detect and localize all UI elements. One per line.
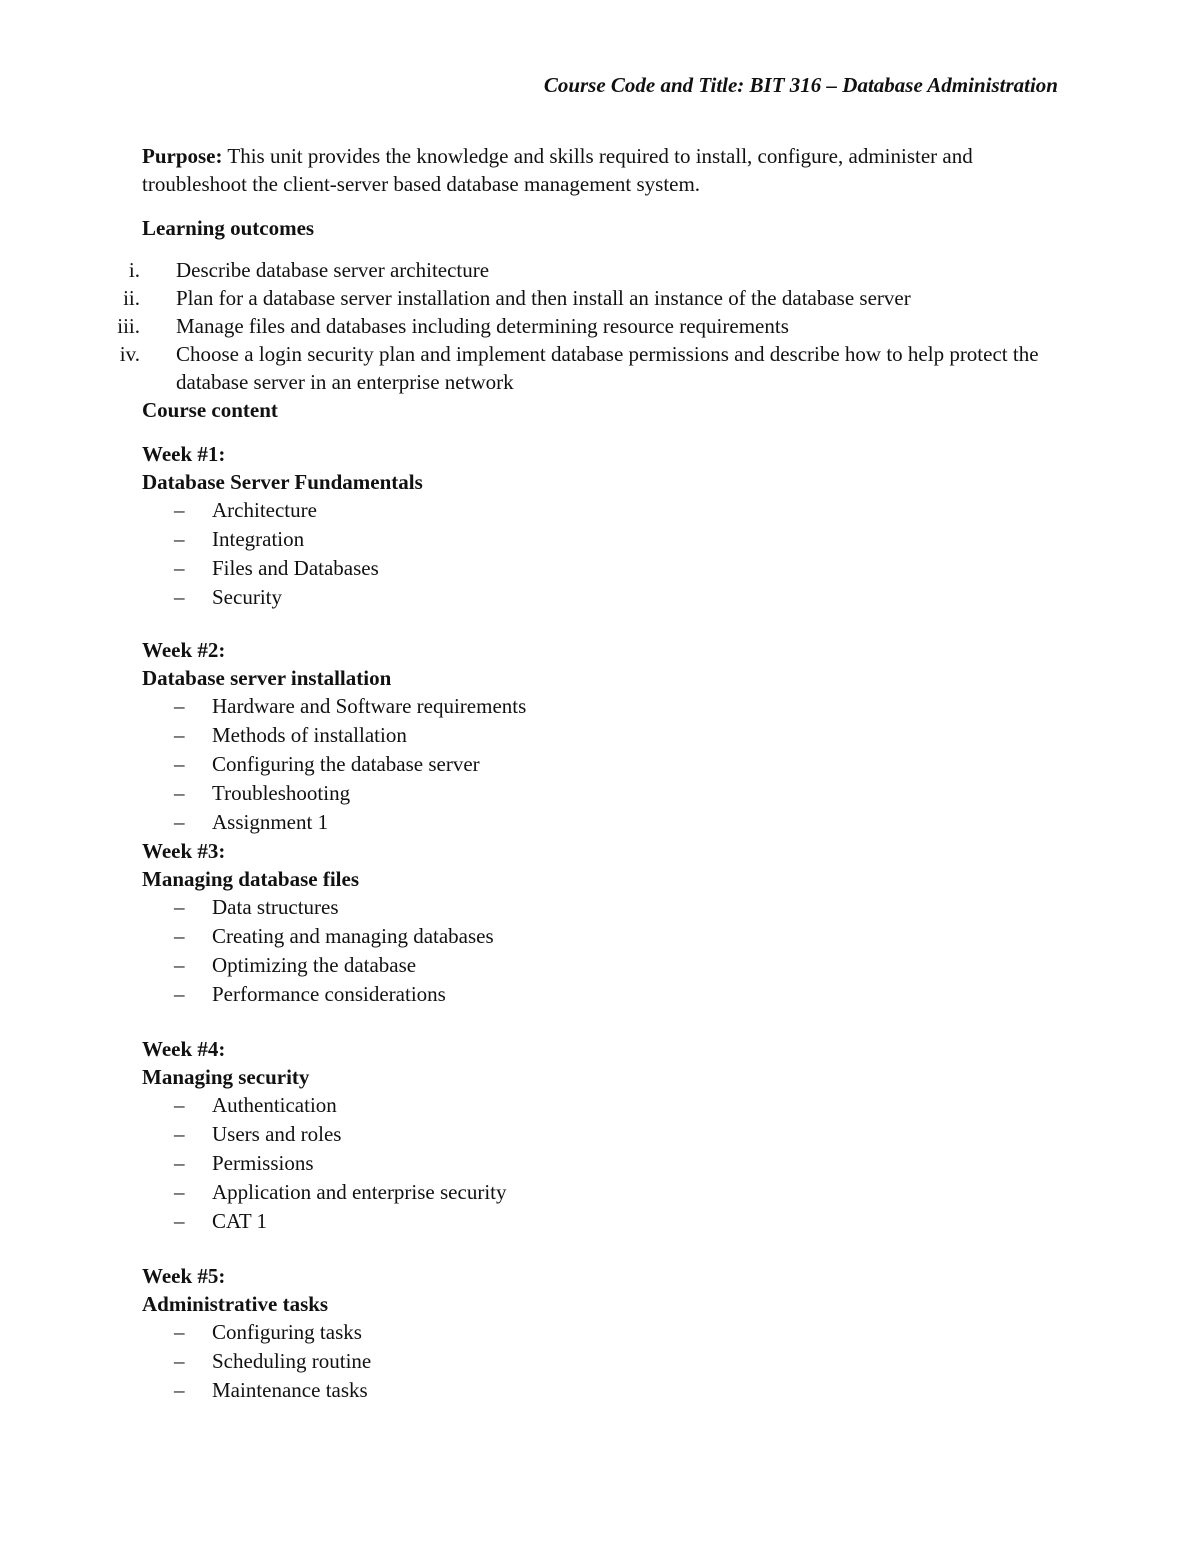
outcome-item — [128, 256, 1062, 284]
outcome-marker: i. — [128, 258, 140, 282]
week-5-title: Administrative tasks — [142, 1292, 329, 1316]
topic-item — [142, 1178, 1062, 1207]
topic-text: Application and enterprise security — [212, 1180, 507, 1204]
week-2-title: Database server installation — [142, 666, 392, 690]
topic-text: Assignment 1 — [212, 810, 329, 834]
dash-bullet: – — [174, 810, 185, 834]
outcome-marker: iv. — [119, 342, 140, 366]
outcome-text: Manage files and databases including determining resource requirements — [176, 314, 789, 338]
topic-text: Creating and managing databases — [212, 924, 494, 948]
dash-bullet: – — [174, 1093, 185, 1117]
topic-item — [142, 750, 1062, 779]
dash-bullet: – — [174, 694, 185, 718]
topic-text: Authentication — [212, 1093, 337, 1117]
topic-item — [142, 1091, 1062, 1120]
dash-bullet: – — [174, 1180, 185, 1204]
topic-text: Users and roles — [212, 1122, 342, 1146]
week-3-title: Managing database files — [142, 867, 360, 891]
topic-text: CAT 1 — [212, 1209, 268, 1233]
topic-text: Performance considerations — [212, 982, 446, 1006]
week-5-label: Week #5: — [142, 1264, 226, 1288]
outcome-marker: iii. — [117, 314, 140, 338]
dash-bullet: – — [174, 1378, 185, 1402]
topic-text: Configuring the database server — [212, 752, 480, 776]
topic-text: Maintenance tasks — [212, 1378, 368, 1402]
dash-bullet: – — [174, 723, 185, 747]
week-1-label: Week #1: — [142, 442, 226, 466]
topic-item — [142, 692, 1062, 721]
topic-text: Methods of installation — [212, 723, 407, 747]
topic-text: Troubleshooting — [212, 781, 351, 805]
week-4-label: Week #4: — [142, 1037, 226, 1061]
week-1-title: Database Server Fundamentals — [142, 470, 423, 494]
topic-text: Integration — [212, 527, 305, 551]
dash-bullet: – — [174, 527, 185, 551]
topic-text: Scheduling routine — [212, 1349, 372, 1373]
purpose-text: This unit provides the knowledge and skills required to install, configure, administer and troubleshoot the client-server based database management system. — [142, 144, 973, 196]
outcome-text: Describe database server architecture — [176, 258, 490, 282]
dash-bullet: – — [174, 752, 185, 776]
document-body — [117, 142, 1062, 1405]
course-title-header: Course Code and Title: BIT 316 – Database Administration — [543, 73, 1058, 97]
week-4-title: Managing security — [142, 1065, 310, 1089]
topic-item — [142, 1318, 1062, 1347]
learning-outcomes-heading: Learning outcomes — [142, 216, 315, 240]
purpose-label: Purpose: — [142, 144, 223, 168]
topic-text: Security — [212, 585, 282, 609]
topic-text: Hardware and Software requirements — [212, 694, 527, 718]
dash-bullet: – — [174, 895, 185, 919]
topic-item — [142, 525, 1062, 554]
topic-item — [142, 583, 1062, 612]
topic-item — [142, 554, 1062, 583]
topic-text: Architecture — [212, 498, 317, 522]
week-1-topics — [142, 496, 1062, 612]
week-2-topics — [142, 692, 1062, 837]
dash-bullet: – — [174, 1320, 185, 1344]
topic-item — [142, 980, 1062, 1009]
topic-text: Optimizing the database — [212, 953, 417, 977]
outcome-item — [119, 340, 1062, 396]
topic-item — [142, 779, 1062, 808]
dash-bullet: – — [174, 1349, 185, 1373]
dash-bullet: – — [174, 953, 185, 977]
topic-item — [142, 1149, 1062, 1178]
dash-bullet: – — [174, 982, 185, 1006]
week-4-topics — [142, 1091, 1062, 1236]
topic-item — [142, 893, 1062, 922]
topic-item — [142, 1207, 1062, 1236]
dash-bullet: – — [174, 1209, 185, 1233]
topic-item — [142, 721, 1062, 750]
outcome-item — [123, 284, 1062, 312]
topic-item — [142, 1376, 1062, 1405]
outcome-text: Plan for a database server installation and then install an instance of the database server — [176, 286, 911, 310]
dash-bullet: – — [174, 781, 185, 805]
topic-text: Permissions — [212, 1151, 314, 1175]
dash-bullet: – — [174, 556, 185, 580]
dash-bullet: – — [174, 1151, 185, 1175]
week-3-label: Week #3: — [142, 839, 226, 863]
topic-item — [142, 922, 1062, 951]
week-3-topics — [142, 893, 1062, 1009]
topic-text: Files and Databases — [212, 556, 379, 580]
topic-text: Data structures — [212, 895, 339, 919]
topic-item — [142, 808, 1062, 837]
outcome-text: Choose a login security plan and implement database permissions and describe how to help protect the database server in an enterprise network — [176, 342, 1039, 394]
outcome-marker: ii. — [123, 286, 140, 310]
week-2-label: Week #2: — [142, 638, 226, 662]
dash-bullet: – — [174, 498, 185, 522]
dash-bullet: – — [174, 1122, 185, 1146]
course-content-heading: Course content — [142, 398, 278, 422]
topic-item — [142, 951, 1062, 980]
week-5-topics — [142, 1318, 1062, 1405]
dash-bullet: – — [174, 585, 185, 609]
dash-bullet: – — [174, 924, 185, 948]
topic-item — [142, 496, 1062, 525]
learning-outcomes-list — [117, 256, 1062, 396]
outcome-item — [117, 312, 1062, 340]
topic-text: Configuring tasks — [212, 1320, 362, 1344]
topic-item — [142, 1347, 1062, 1376]
topic-item — [142, 1120, 1062, 1149]
purpose-paragraph — [142, 142, 1062, 198]
